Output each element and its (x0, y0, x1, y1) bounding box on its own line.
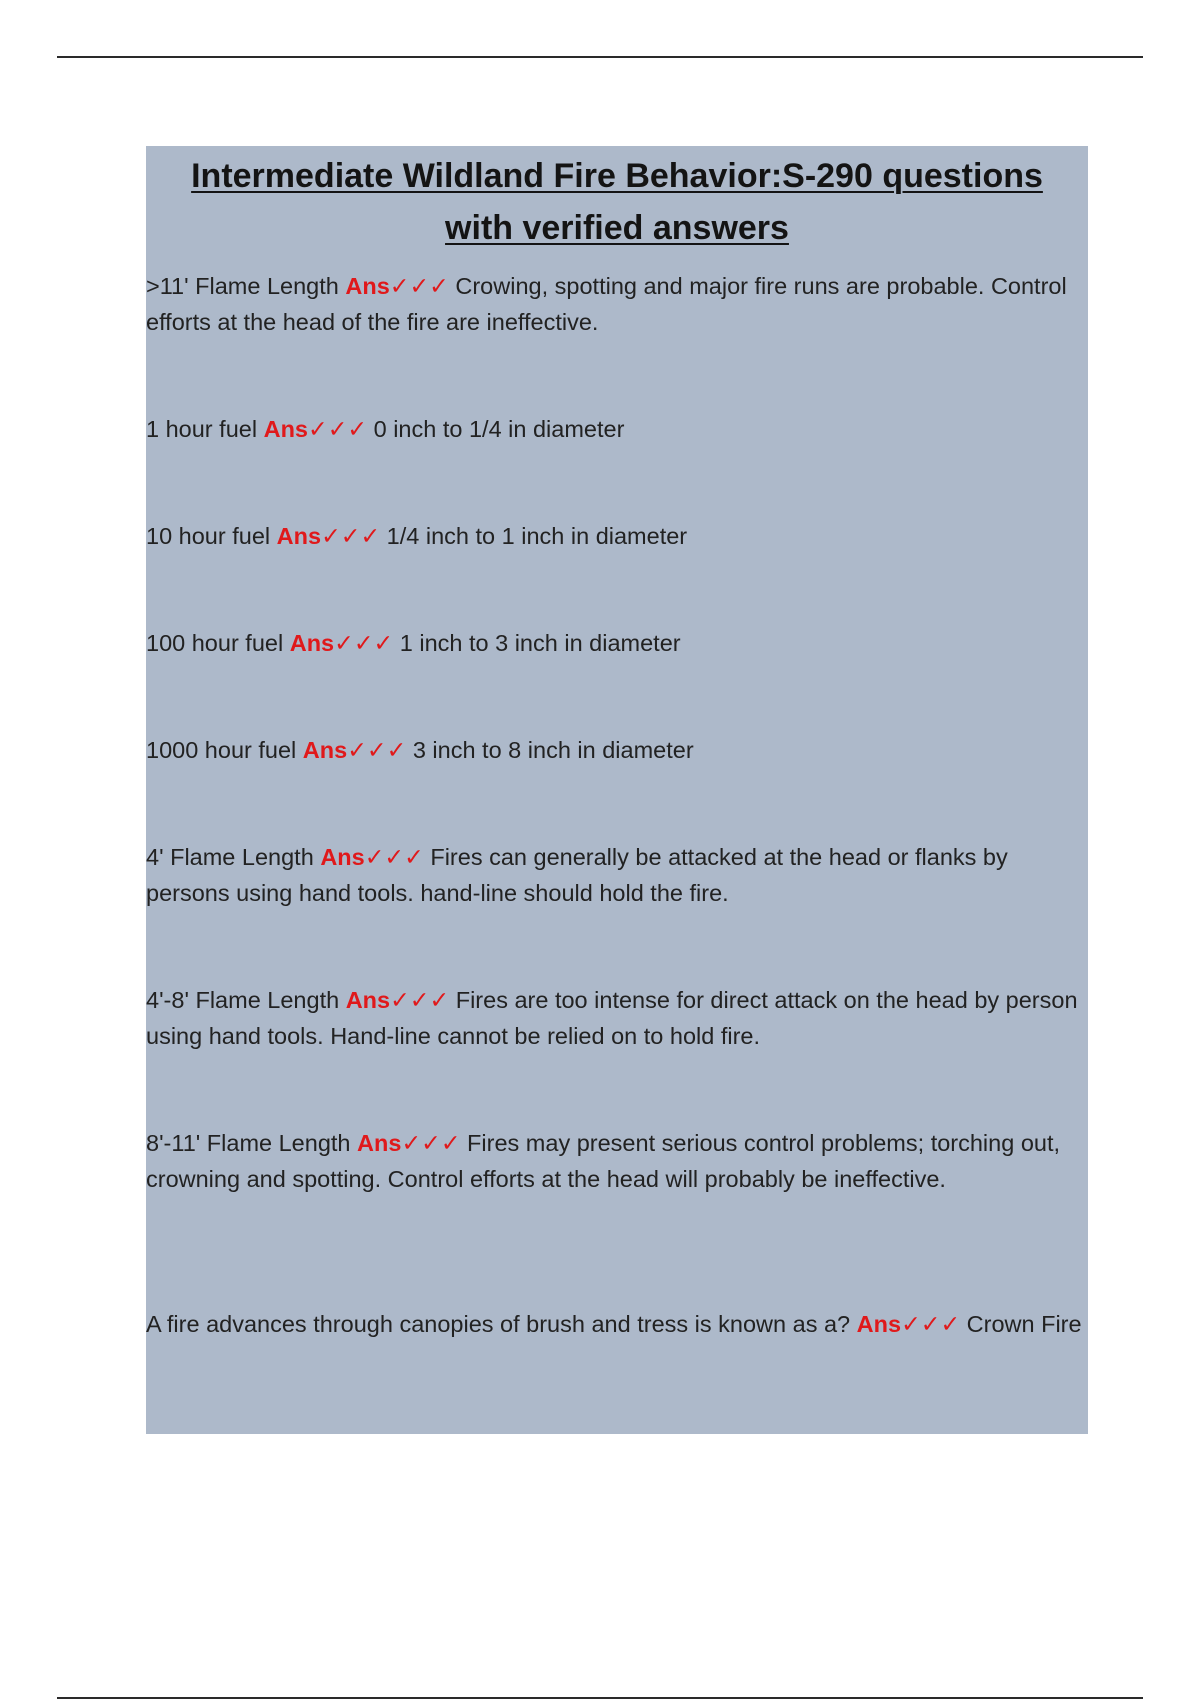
check-marks-icon: ✓✓✓ (901, 1311, 961, 1337)
question-text: A fire advances through canopies of brush and tress is known as a? (146, 1311, 851, 1337)
answer-text: Fires are too intense for direct attack on the head by person using hand tools. Hand-line cannot be relied on to hold fire. (146, 987, 1078, 1049)
question-text: 8'-11' Flame Length (146, 1130, 351, 1156)
check-marks-icon: ✓✓✓ (389, 273, 449, 299)
question-text: 100 hour fuel (146, 630, 284, 656)
qa-item (146, 839, 1092, 911)
check-marks-icon: ✓✓✓ (364, 844, 424, 870)
answer-marker: Ans (357, 1130, 402, 1156)
document-title (146, 146, 1088, 254)
footer-rule (57, 1697, 1143, 1699)
question-text: >11' Flame Length (146, 273, 339, 299)
answer-text: 1 inch to 3 inch in diameter (399, 630, 681, 656)
answer-text: 0 inch to 1/4 in diameter (373, 416, 625, 442)
answer-marker: Ans (345, 987, 391, 1013)
answer-text: Fires can generally be attacked at the head or flanks by persons using hand tools. hand-line should hold the fire. (146, 844, 1008, 906)
question-text: 1000 hour fuel (146, 737, 297, 763)
header-rule (57, 56, 1143, 58)
answer-marker: Ans (345, 273, 390, 299)
qa-item (146, 982, 1092, 1054)
check-marks-icon: ✓✓✓ (308, 416, 368, 442)
qa-item (146, 625, 1092, 661)
answer-text: Crowing, spotting and major fire runs are probable. Control efforts at the head of the fire are ineffective. (146, 273, 1067, 335)
answer-marker: Ans (289, 630, 335, 656)
check-marks-icon: ✓✓✓ (321, 523, 381, 549)
document-panel (146, 146, 1088, 1434)
qa-item (146, 411, 1092, 447)
check-marks-icon: ✓✓✓ (347, 737, 407, 763)
answer-marker: Ans (276, 523, 322, 549)
title-line-2: with verified answers (445, 209, 789, 247)
answer-text: Crown Fire (966, 1311, 1082, 1337)
qa-item (146, 518, 1092, 554)
question-text: 10 hour fuel (146, 523, 271, 549)
answer-marker: Ans (856, 1311, 902, 1337)
qa-item (146, 732, 1092, 768)
question-text: 4' Flame Length (146, 844, 314, 870)
check-marks-icon: ✓✓✓ (334, 630, 394, 656)
check-marks-icon: ✓✓✓ (401, 1130, 461, 1156)
answer-marker: Ans (320, 844, 365, 870)
question-text: 1 hour fuel (146, 416, 258, 442)
qa-item (146, 1306, 1092, 1342)
answer-marker: Ans (263, 416, 308, 442)
answer-text: 1/4 inch to 1 inch in diameter (386, 523, 688, 549)
answer-marker: Ans (302, 737, 348, 763)
answer-text: 3 inch to 8 inch in diameter (412, 737, 694, 763)
qa-item (146, 1125, 1092, 1197)
check-marks-icon: ✓✓✓ (390, 987, 450, 1013)
answer-text: Fires may present serious control problems; torching out, crowning and spotting. Control efforts at the head will probably be ineffective. (146, 1130, 1061, 1192)
question-text: 4'-8' Flame Length (146, 987, 340, 1013)
title-line-1: Intermediate Wildland Fire Behavior:S-290 questions (191, 157, 1043, 195)
qa-item (146, 268, 1092, 340)
